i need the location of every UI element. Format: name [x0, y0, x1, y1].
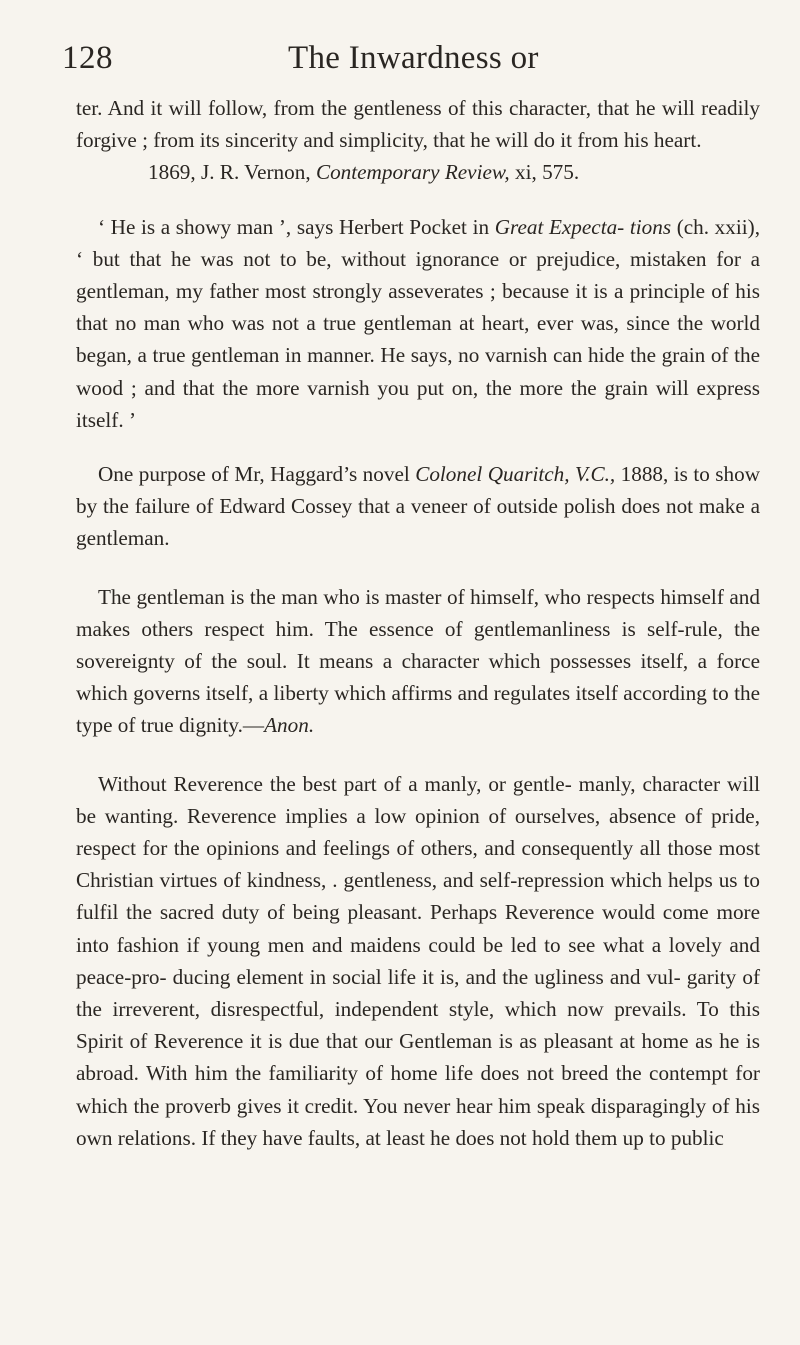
book-title: Great Expecta- tions: [494, 214, 672, 239]
paragraph-colonel-quaritch: [76, 458, 760, 555]
paragraph-text: ‘ He is a showy man ’, says Herbert Pocket in: [98, 214, 495, 239]
paragraph-text: One purpose of Mr, Haggard’s novel: [98, 462, 416, 487]
author-attribution: Anon.: [264, 713, 315, 738]
citation-title: Contemporary Review,: [315, 160, 510, 185]
paragraph-continuation: [76, 92, 760, 156]
citation-suffix: xi, 575.: [509, 160, 580, 185]
page-number: 128: [62, 40, 113, 76]
paragraph-text: The gentleman is the man who is master of himself, who respects himself and makes others respect him. The essence of gentlemanliness is self-rule, the sovereignty of the soul. It means a character which possesses itself, a force which governs itself, a liberty which affirms and regulates itself according to the type of true dignity.—: [76, 584, 760, 738]
citation-vernon: [76, 156, 760, 188]
paragraph-gentleman-definition: [76, 581, 760, 742]
paragraph-reverence: [76, 768, 760, 1154]
citation-prefix: 1869, J. R. Vernon,: [148, 160, 316, 185]
page-header: [62, 0, 760, 92]
page-body: [76, 92, 760, 1154]
running-title: The Inwardness or: [288, 40, 539, 76]
paragraph-gap: [76, 742, 760, 768]
paragraph-gap: [76, 555, 760, 581]
paragraph-gap: [76, 189, 760, 211]
paragraph-text: (ch. xxii), ‘ but that he was not to be, without ignorance or prejudice, mistaken for a gentleman, my father most strongly asseverates ; because it is a principle of his that no man who was not a true gentleman at heart, ever was, since the world began, a true gentleman in manner. He says, no varnish can hide the grain of the wood ; and that the more varnish you put on, the more the grain will express itself. ’: [76, 214, 760, 432]
paragraph-gap: [76, 436, 760, 458]
paragraph-text: Without Reverence the best part of a manly, or gentle- manly, character will be wanting. Reverence implies a low opinion of ourselves, absence of pride, respect for the opinions and feelings of others, and consequently all those most Christian virtues of kindness, . gentleness, and self-repression which helps us to fulfil the sacred duty of being pleasant. Perhaps Reverence would come more into fashion if young men and maidens could be led to see what a lovely and peace-pro- ducing element in social life it is, and the ugliness and vul- garity of the irreverent, disrespectful, independent style, which now prevails. To this Spirit of Reverence it is due that our Gentleman is as pleasant at home as he is abroad. With him the familiarity of home life does not breed the contempt for which the proverb gives it credit. You never hear him speak disparagingly of his own relations. If they have faults, at least he does not hold them up to public: [76, 771, 760, 1150]
paragraph-continuation-text: ter. And it will follow, from the gentleness of this character, that he will readily forgive ; from its sincerity and simplicity, that he will do it from his heart.: [76, 96, 760, 153]
paragraph-great-expectations: [76, 211, 760, 436]
paragraph-text: 1888, is to show by the failure of Edward Cossey that a veneer of outside polish does not make a gentleman.: [76, 462, 760, 551]
book-title: Colonel Quaritch, V.C.,: [415, 462, 616, 487]
